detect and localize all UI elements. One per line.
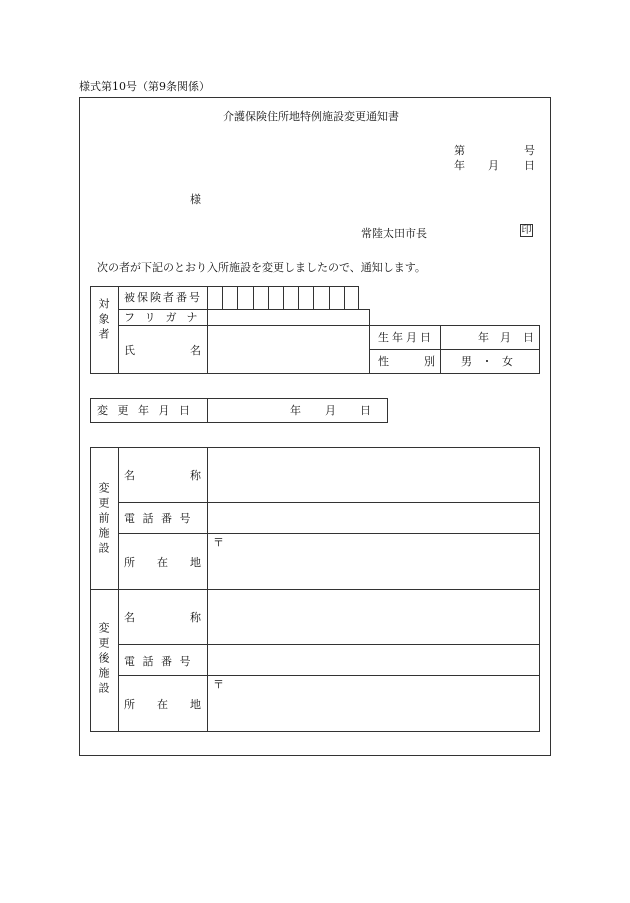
before-address-label-3: 地 (190, 556, 201, 569)
name-label-first: 氏 (124, 344, 135, 357)
furigana-input[interactable] (207, 309, 370, 326)
insured-number-digit-divider (313, 286, 314, 310)
before-postal-mark: 〒 (213, 536, 224, 549)
change-date-label: 変 更 年 月 日 (97, 404, 193, 417)
before-address-input[interactable] (209, 535, 538, 588)
change-date-year: 年 (290, 404, 301, 417)
after-name-label-second: 称 (190, 611, 201, 624)
before-phone-label: 電 話 番 号 (124, 512, 193, 525)
gender-label-second: 別 (424, 355, 435, 368)
after-address-label-3: 地 (190, 698, 201, 711)
change-date-month: 月 (325, 404, 336, 417)
birthdate-year: 年 (478, 331, 489, 344)
name-label-second: 名 (190, 344, 201, 357)
name-input[interactable] (207, 325, 370, 374)
insured-number-digit-divider (222, 286, 223, 310)
seal-mark: 印 (521, 225, 532, 236)
date-year: 年 (454, 159, 465, 172)
insured-number-digit-divider (253, 286, 254, 310)
after-phone-input[interactable] (209, 646, 538, 674)
before-facility-group-label: 変更前施設 (97, 482, 110, 557)
after-name-input[interactable] (209, 591, 538, 643)
insured-number-digit-divider (283, 286, 284, 310)
doc-number-suffix: 号 (524, 144, 535, 157)
after-postal-mark: 〒 (213, 678, 224, 691)
before-address-label-2: 在 (157, 556, 168, 569)
addressee-suffix: 様 (190, 193, 201, 206)
form-label: 様式第10号（第9条関係） (79, 80, 210, 93)
insured-number-digit-divider (298, 286, 299, 310)
change-date-day: 日 (360, 404, 371, 417)
after-address-label-2: 在 (157, 698, 168, 711)
after-phone-label: 電 話 番 号 (124, 655, 193, 668)
date-day: 日 (524, 159, 535, 172)
before-address-label-1: 所 (124, 556, 135, 569)
gender-value: 男 ・ 女 (461, 355, 516, 368)
doc-number-prefix: 第 (454, 144, 465, 157)
after-address-label-1: 所 (124, 698, 135, 711)
birthdate-label: 生年月日 (378, 331, 434, 344)
furigana-label: フリガナ (124, 311, 208, 324)
issuer-name: 常陸太田市長 (361, 227, 427, 240)
insured-number-digit-divider (268, 286, 269, 310)
subject-group-label: 対象者 (97, 298, 110, 343)
document-title: 介護保険住所地特例施設変更通知書 (223, 110, 399, 123)
before-phone-input[interactable] (209, 504, 538, 532)
insured-number-digit-divider (237, 286, 238, 310)
date-month: 月 (488, 159, 499, 172)
insured-number-digit-divider (344, 286, 345, 310)
birthdate-day: 日 (523, 331, 534, 344)
insured-number-digit-divider (329, 286, 330, 310)
before-name-label-first: 名 (124, 469, 135, 482)
after-name-label-first: 名 (124, 611, 135, 624)
before-name-input[interactable] (209, 449, 538, 501)
before-name-label-second: 称 (190, 469, 201, 482)
gender-label-first: 性 (378, 355, 389, 368)
body-text: 次の者が下記のとおり入所施設を変更しましたので、通知します。 (97, 261, 426, 274)
insured-number-label: 被保険者番号 (124, 291, 202, 304)
birthdate-month: 月 (500, 331, 511, 344)
after-facility-group-label: 変更後施設 (97, 622, 110, 697)
after-address-input[interactable] (209, 677, 538, 730)
